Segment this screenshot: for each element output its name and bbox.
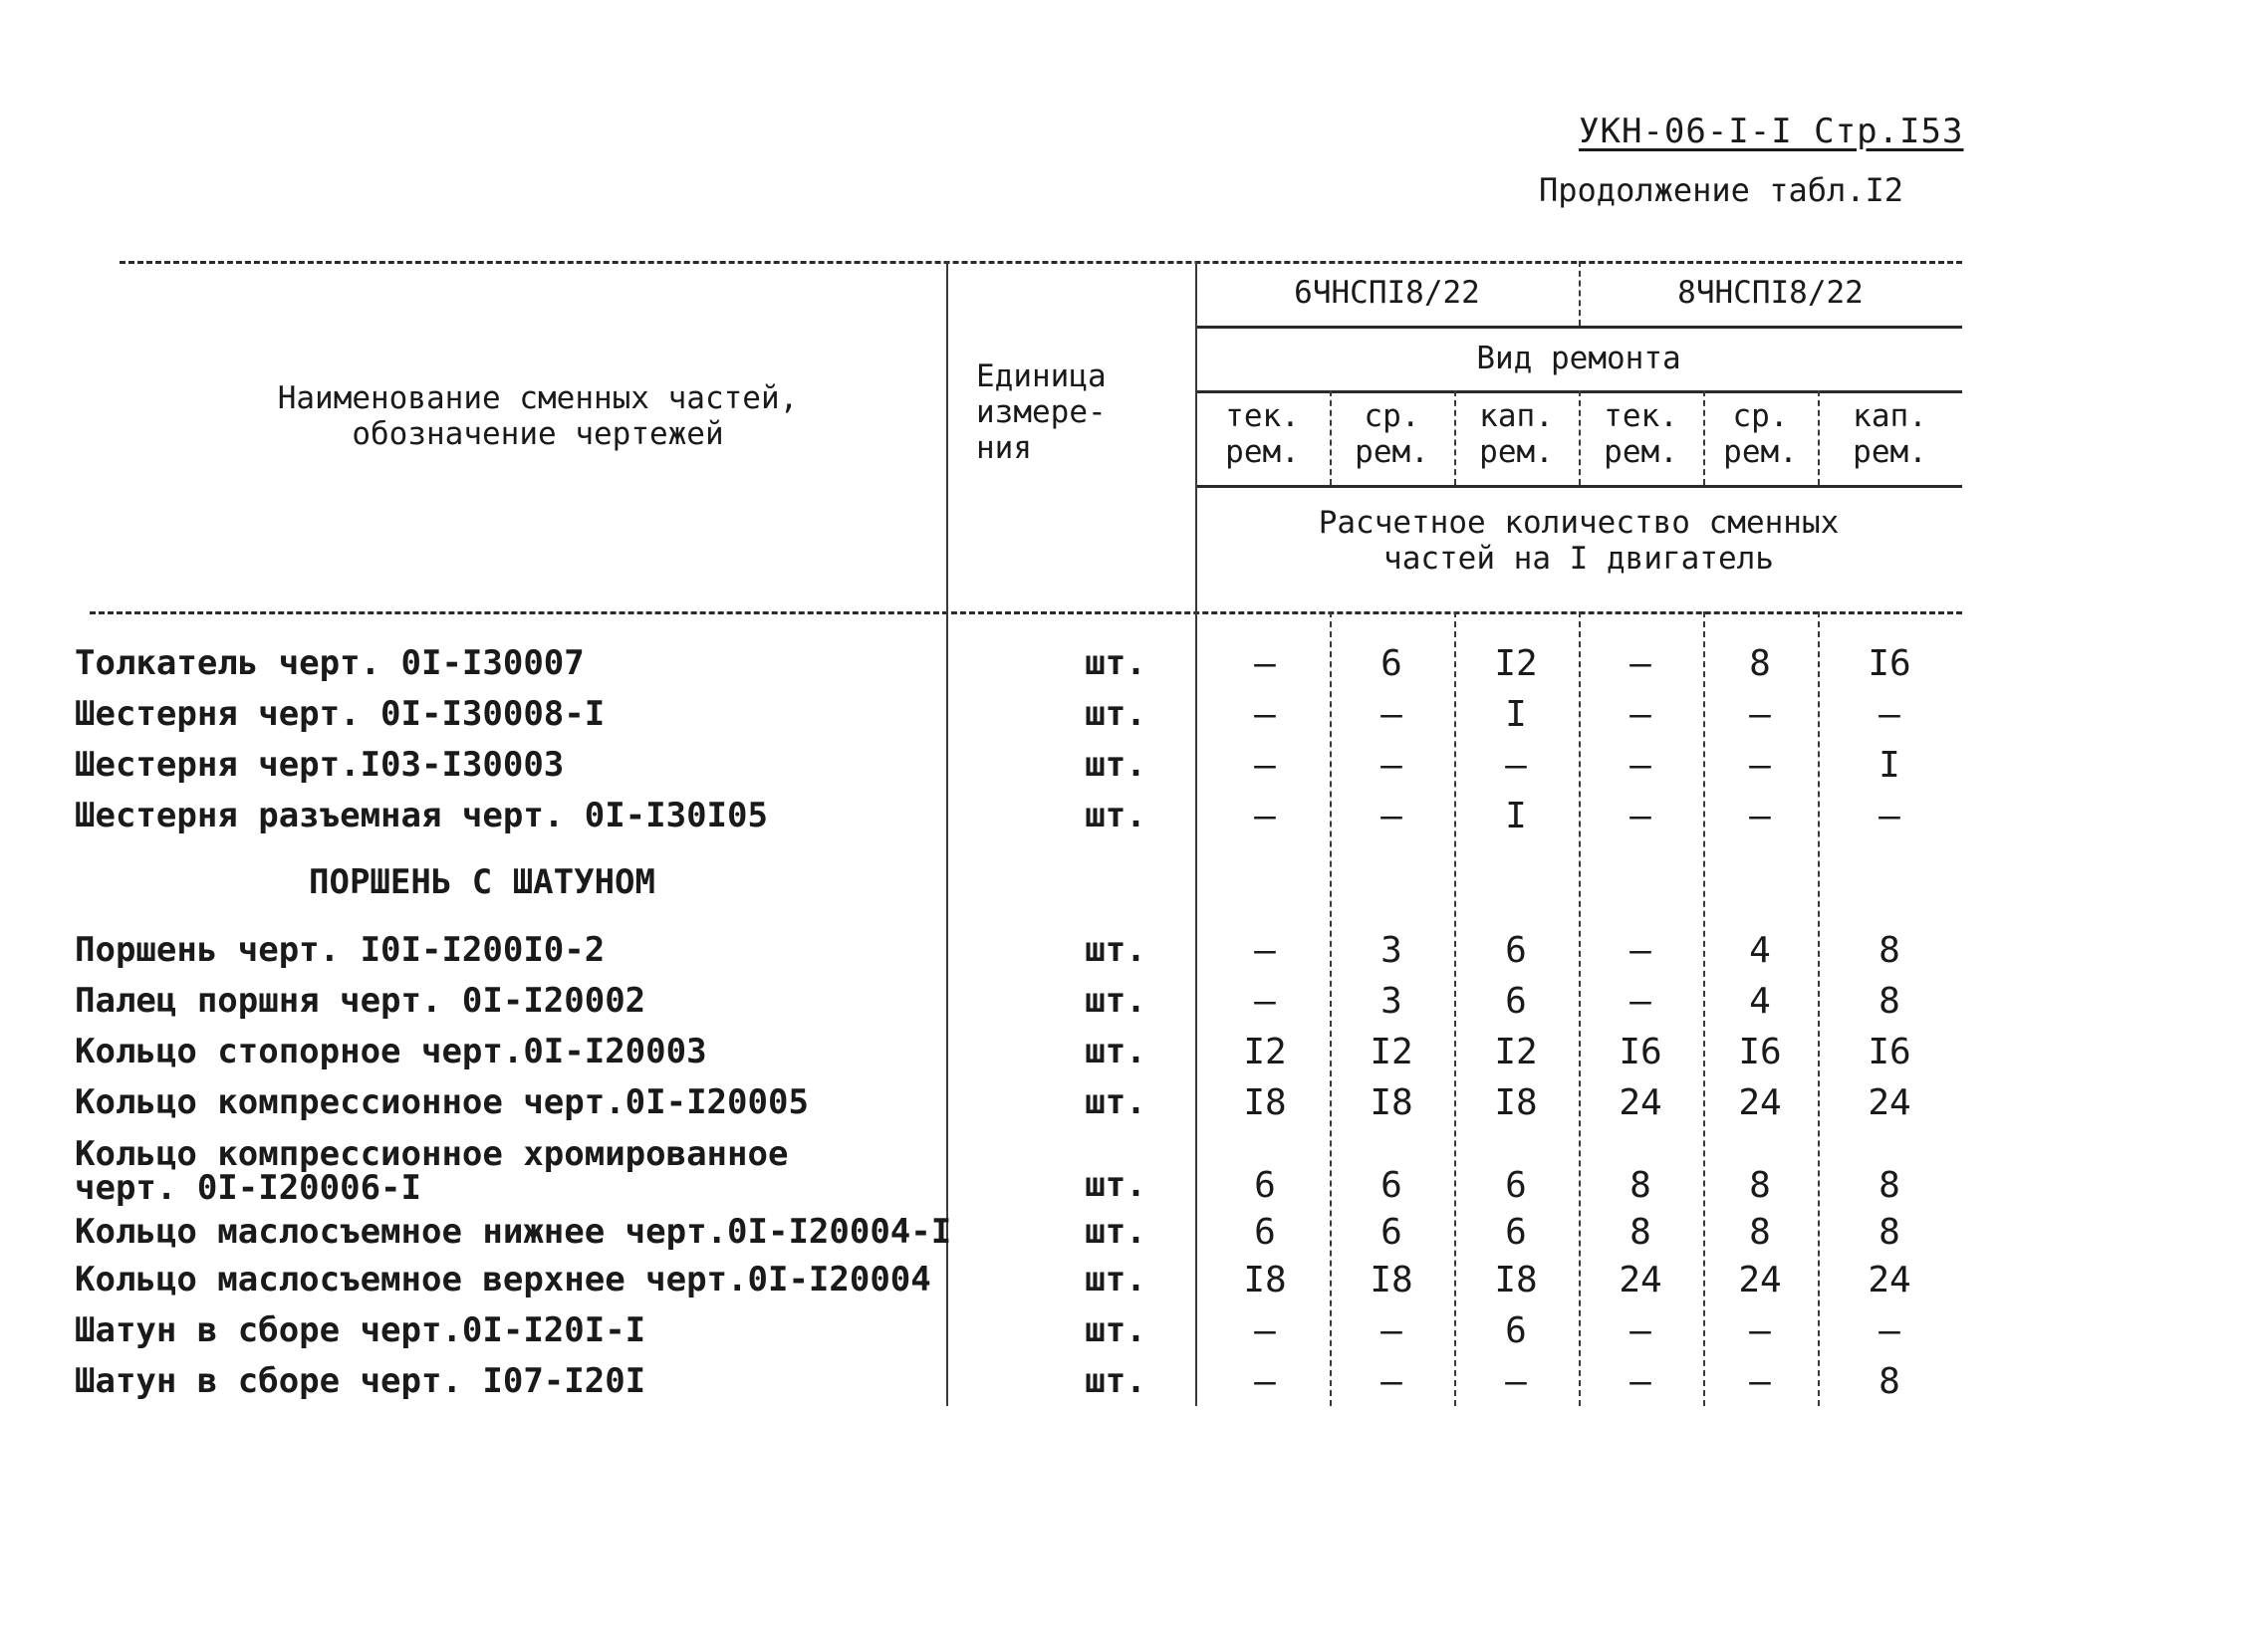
table-row: [70, 796, 1962, 841]
unit-value: шт.: [1085, 1260, 1146, 1299]
table-row: [70, 694, 1962, 740]
unit-value: шт.: [1085, 745, 1146, 785]
part-name: Палец поршня черт. 0I-I20002: [75, 981, 646, 1021]
repair-kind-header: кап. рем.: [1479, 398, 1554, 470]
part-name: Кольцо маслосъемное верхнее черт.0I-I20004: [75, 1260, 931, 1299]
qty-cell: –: [1629, 643, 1651, 684]
document-reference: УКН-06-I-I Стр.I53: [1579, 112, 1964, 151]
qty-cell: I2: [1370, 1032, 1413, 1072]
qty-cell: –: [1629, 745, 1651, 786]
unit-value: шт.: [1085, 1032, 1146, 1071]
unit-value: шт.: [1085, 981, 1146, 1021]
qty-cell: 24: [1868, 1082, 1911, 1123]
part-name: Толкатель черт. 0I-I30007: [75, 643, 585, 683]
table-row: [70, 1134, 1962, 1211]
calculated-quantity-header: Расчетное количество сменных частей на I двигатель: [1318, 505, 1840, 577]
qty-cell: I: [1505, 796, 1527, 836]
repair-type-header: Вид ремонта: [1476, 341, 1681, 376]
qty-cell: –: [1629, 694, 1651, 735]
qty-cell: 8: [1879, 1165, 1900, 1206]
qty-cell: –: [1254, 796, 1276, 836]
qty-cell: I6: [1868, 1032, 1911, 1072]
qty-cell: –: [1629, 1310, 1651, 1351]
repair-kind-header: тек. рем.: [1604, 398, 1678, 470]
qty-cell: 6: [1380, 1212, 1402, 1253]
header-bottom-rule: [90, 611, 1962, 614]
engine-a-header: 6ЧНСПI8/22: [1294, 275, 1480, 311]
repair-kind-header: ср. рем.: [1355, 398, 1429, 470]
qty-cell: 6: [1505, 1310, 1527, 1351]
qty-cell: –: [1505, 745, 1527, 786]
qty-cell: 6: [1254, 1165, 1276, 1206]
qty-cell: –: [1749, 1310, 1771, 1351]
table-row: [70, 1082, 1962, 1128]
unit-column-header: Единица измере- ния: [976, 358, 1107, 466]
qty-cell: –: [1505, 1361, 1527, 1402]
qty-cell: –: [1254, 1361, 1276, 1402]
qty-cell: –: [1749, 694, 1771, 735]
name-column-header: Наименование сменных частей, обозначение чертежей: [277, 380, 799, 452]
qty-cell: 24: [1619, 1260, 1662, 1300]
table-row: [70, 643, 1962, 689]
part-name: Поршень черт. I0I-I200I0-2: [75, 930, 606, 970]
table-row: [70, 1260, 1962, 1305]
qty-cell: 4: [1749, 930, 1771, 971]
qty-cell: I2: [1494, 643, 1538, 684]
qty-cell: –: [1749, 745, 1771, 786]
repair-kind-header: кап. рем.: [1853, 398, 1927, 470]
qty-cell: –: [1629, 981, 1651, 1022]
section-title: ПОРШЕНЬ С ШАТУНОМ: [309, 862, 655, 902]
part-name: Кольцо стопорное черт.0I-I20003: [75, 1032, 707, 1071]
qty-cell: I6: [1619, 1032, 1662, 1072]
qty-cell: I2: [1243, 1032, 1287, 1072]
qty-cell: –: [1254, 1310, 1276, 1351]
qty-cell: –: [1380, 796, 1402, 836]
qty-cell: I8: [1243, 1082, 1287, 1123]
qty-cell: 8: [1749, 643, 1771, 684]
part-name: Шестерня разъемная черт. 0I-I30I05: [75, 796, 768, 835]
table-continuation-label: Продолжение табл.I2: [1539, 171, 1904, 209]
qty-cell: –: [1629, 930, 1651, 971]
qty-cell: I8: [1494, 1082, 1538, 1123]
qty-cell: 6: [1380, 1165, 1402, 1206]
part-name: Шатун в сборе черт.0I-I20I-I: [75, 1310, 646, 1350]
qty-cell: –: [1254, 694, 1276, 735]
qty-cell: 6: [1505, 981, 1527, 1022]
qty-cell: 4: [1749, 981, 1771, 1022]
qty-cell: 24: [1868, 1260, 1911, 1300]
table-row: [70, 1361, 1962, 1407]
qty-cell: I8: [1370, 1260, 1413, 1300]
qty-cell: –: [1879, 1310, 1900, 1351]
part-name: Шестерня черт.I03-I30003: [75, 745, 565, 785]
qty-cell: 6: [1505, 1165, 1527, 1206]
repair-kind-rule: [1195, 485, 1962, 488]
qty-cell: –: [1749, 796, 1771, 836]
qty-cell: I8: [1370, 1082, 1413, 1123]
unit-value: шт.: [1085, 930, 1146, 970]
qty-cell: –: [1380, 694, 1402, 735]
part-name: Шатун в сборе черт. I07-I20I: [75, 1361, 646, 1401]
unit-value: шт.: [1085, 796, 1146, 835]
qty-cell: –: [1380, 1361, 1402, 1402]
engine-header-rule: [1195, 326, 1962, 329]
qty-cell: 6: [1505, 930, 1527, 971]
qty-cell: 8: [1749, 1165, 1771, 1206]
table-top-rule: [120, 261, 1962, 264]
qty-cell: 8: [1879, 1361, 1900, 1402]
table-row: [70, 745, 1962, 791]
qty-cell: 6: [1380, 643, 1402, 684]
qty-cell: I2: [1494, 1032, 1538, 1072]
qty-cell: I6: [1868, 643, 1911, 684]
engine-b-header: 8ЧНСПI8/22: [1677, 275, 1864, 311]
qty-cell: I6: [1738, 1032, 1782, 1072]
table-row: [70, 981, 1962, 1027]
table-row: [70, 930, 1962, 976]
qty-cell: 6: [1505, 1212, 1527, 1253]
unit-value: шт.: [1085, 1310, 1146, 1350]
unit-value: шт.: [1085, 643, 1146, 683]
qty-cell: 3: [1380, 981, 1402, 1022]
qty-cell: 3: [1380, 930, 1402, 971]
part-name: Кольцо маслосъемное нижнее черт.0I-I20004-I: [75, 1212, 952, 1252]
qty-cell: 24: [1738, 1082, 1782, 1123]
qty-cell: –: [1254, 643, 1276, 684]
qty-cell: 8: [1879, 930, 1900, 971]
qty-cell: –: [1380, 1310, 1402, 1351]
qty-cell: –: [1629, 1361, 1651, 1402]
qty-cell: –: [1879, 694, 1900, 735]
qty-cell: –: [1629, 796, 1651, 836]
table-row: [70, 1032, 1962, 1077]
unit-value: шт.: [1085, 694, 1146, 734]
qty-cell: 8: [1749, 1212, 1771, 1253]
unit-value: шт.: [1085, 1361, 1146, 1401]
qty-cell: 8: [1629, 1212, 1651, 1253]
qty-cell: –: [1254, 981, 1276, 1022]
repair-kind-header: тек. рем.: [1225, 398, 1300, 470]
qty-cell: –: [1380, 745, 1402, 786]
qty-cell: 24: [1619, 1082, 1662, 1123]
qty-cell: 24: [1738, 1260, 1782, 1300]
qty-cell: –: [1749, 1361, 1771, 1402]
unit-value: шт.: [1085, 1082, 1146, 1122]
unit-value: шт.: [1085, 1212, 1146, 1252]
qty-cell: I8: [1243, 1260, 1287, 1300]
part-name: Кольцо компрессионное черт.0I-I20005: [75, 1082, 809, 1122]
qty-cell: 8: [1879, 981, 1900, 1022]
qty-cell: I: [1505, 694, 1527, 735]
qty-cell: I8: [1494, 1260, 1538, 1300]
repair-kind-header: ср. рем.: [1723, 398, 1798, 470]
part-name: Шестерня черт. 0I-I30008-I: [75, 694, 606, 734]
qty-cell: –: [1254, 930, 1276, 971]
qty-cell: –: [1254, 745, 1276, 786]
part-name: Кольцо компрессионное хромированное черт. 0I-I20006-I: [75, 1134, 789, 1208]
table-row: [70, 1310, 1962, 1356]
table-row: [70, 1212, 1962, 1258]
qty-cell: 8: [1629, 1165, 1651, 1206]
unit-value: шт.: [1085, 1165, 1146, 1205]
qty-cell: 6: [1254, 1212, 1276, 1253]
qty-cell: I: [1879, 745, 1900, 786]
qty-cell: –: [1879, 796, 1900, 836]
spare-parts-table: [70, 261, 1962, 1406]
qty-cell: 8: [1879, 1212, 1900, 1253]
